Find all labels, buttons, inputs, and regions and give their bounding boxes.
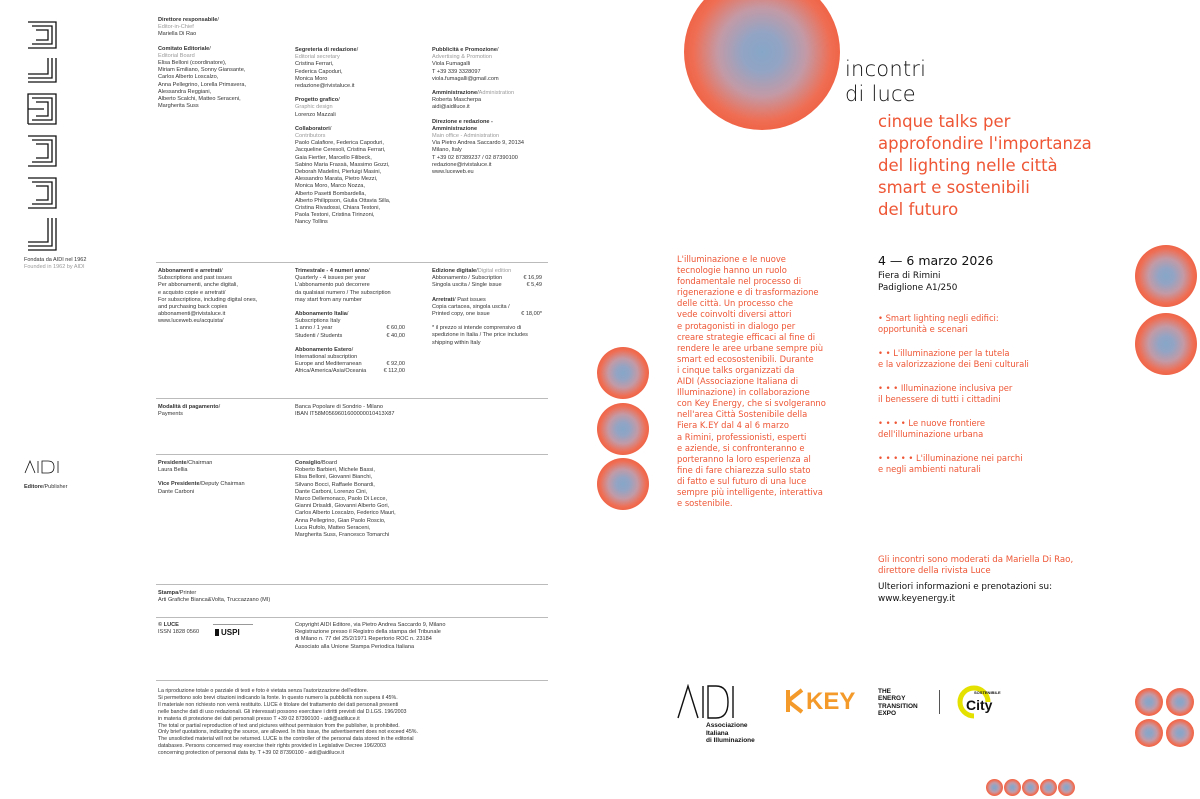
- gradient-orb: [597, 458, 649, 510]
- digital-price-rows: [432, 275, 542, 289]
- topic-bullets: • • • •: [878, 418, 909, 428]
- legal-line: nelle banche dati di uso redazionali. Gli interessati possono esercitare i diritti previsti dal D.LGS. 196/2003: [158, 708, 407, 715]
- board-member-name: Margherita Suss: [158, 103, 199, 110]
- contact-line: Via Pietro Andrea Saccardo 9, 20134: [432, 140, 524, 147]
- divider: [156, 398, 548, 399]
- legal-line: Si permettono solo brevi citazioni indicando la fonte. In questo numero la pubblicità non supera il 45%.: [158, 694, 398, 701]
- subscription-line: da qualsiasi numero / The subscription: [295, 289, 391, 296]
- aidi-logo-mark: [676, 684, 736, 720]
- board-member-name: Roberto Barbieri, Michele Bassi,: [295, 467, 375, 474]
- description-line: L'illuminazione e le nuove: [677, 254, 786, 264]
- description-line: delle città. Un processo che: [677, 298, 794, 309]
- price-row: [432, 282, 542, 289]
- description-line: creare strategie efficaci al fine di: [677, 331, 816, 342]
- aidi-logo-text: Associazione Italiana di Illuminazione: [706, 722, 755, 744]
- moderator-note: Gli incontri sono moderati da Mariella Di Rao, direttore della rivista Luce: [878, 555, 1074, 576]
- info-and-booking: Ulteriori informazioni e prenotazioni su: www.keyenergy.it: [878, 581, 1118, 605]
- keyenergy-link[interactable]: www.keyenergy.it: [878, 594, 956, 604]
- board-member-name: Alessandra Reggiani,: [158, 88, 212, 95]
- board-member-name: Carlos Alberto Loscalzo,: [158, 74, 219, 81]
- description-line: i cinque talks organizzati da: [677, 364, 795, 375]
- main-office-contact: [432, 140, 562, 176]
- issn-block: © LUCE ISSN 1828 0560: [158, 622, 200, 636]
- board-member-name: Elisa Belloni (coordinatore),: [158, 60, 227, 67]
- description-line: rendere le aree urbane sempre più: [677, 342, 824, 353]
- contributor-name: Paola Testoni, Cristina Tirinzoni,: [295, 212, 375, 219]
- partner-logos: Associazione Italiana di Illuminazione KEY THE ENERGY TRANSITION EXPO SOSTENIBILE City: [676, 684, 1036, 744]
- price-row: [432, 275, 542, 282]
- contributor-name: Monica Moro, Marco Nozza,: [295, 183, 365, 190]
- uspi-logo-rule: [213, 624, 253, 627]
- uspi-logo-mark: [215, 629, 219, 636]
- editorial-column-2: Segreteria di redazione/ Editorial secretary Cristina Ferrari, Federica Capoduri, Monica Moro redazione@rivistaluce.it Progetto grafico/ Graphic design Lorenzo Mazzali Collaboratori/ Contributors Paolo Calafiore, Federica Capoduri, Jacqueline Ceresoli, Cristina Ferrari, Gaia Fiertler, Marcello Filibeck, Sabino Maria Frassà, Massimo Gozzi, Deborah Madelini, Pierluigi Masini, Alessandro Marata, Pietro Mezzi, Monica Moro, Marco Nozza, Alberto Pasetti Bombardella, Alberto Philippson, Giulia Ottavia Silla, Cristina Rivadossi, Chiara Testoni, Paola Testoni, Cristina Tirinzoni, Nancy Tollins: [295, 47, 425, 227]
- description-line: Illuminazione) in collaborazione: [677, 387, 810, 398]
- price-note: [432, 325, 542, 347]
- description-line: e sostenibile.: [677, 498, 733, 509]
- board-member-name: Luca Rufolo, Matteo Seraceni,: [295, 524, 371, 531]
- topic-bullets: •: [878, 313, 886, 323]
- contact-line: Milano, Italy: [432, 147, 462, 154]
- topic-text: e la valorizzazione dei Beni culturali: [878, 359, 1029, 369]
- description-line: AIDI (Associazione Italiana di: [677, 376, 799, 387]
- subscription-line: and purchasing back copies: [158, 304, 228, 311]
- tiny-gradient-orb: [1058, 779, 1075, 796]
- uspi-logo: USPI: [213, 624, 253, 638]
- digital-edition-block: Edizione digitale/Digital edition Abbonamento / Subscription € 16,99 Singola uscita / Single issue € 5,49 Arretrati/ Past issues Copia cartacea, singola uscita / Printed copy, one issue € 18,00* * il prezzo si intende comprensivo di spedizione in Italia / The price includes shipping within Italy: [432, 268, 542, 346]
- board-members-list: [295, 467, 425, 539]
- legal-line: Only brief quotations, indicating the source, are allowed. In this issue, the advertisement does not exceed 45%.: [158, 729, 418, 736]
- contributor-name: Gaia Fiertler, Marcello Filibeck,: [295, 154, 372, 161]
- contact-line: Roberta Mascherpa: [432, 97, 482, 104]
- contributor-name: Nancy Tollins: [295, 219, 328, 226]
- copyright-lines: [295, 622, 515, 651]
- legal-notice: [158, 688, 458, 757]
- price-label: Africa/America/Asia/Oceania: [295, 368, 367, 375]
- gradient-orb: [1135, 313, 1197, 375]
- description-line: e aziende, si confronteranno e: [677, 442, 805, 453]
- aidi-logo: [676, 684, 766, 744]
- price-label: Singola uscita / Single issue: [432, 282, 502, 289]
- logo-divider: [939, 690, 940, 714]
- talk-topic-line: [878, 429, 1078, 440]
- note-line: * il prezzo si intende comprensivo di: [432, 325, 522, 332]
- subscription-line: Quarterly - 4 issues per year: [295, 275, 366, 282]
- description-line: e protagonisti in dialogo per: [677, 320, 796, 331]
- divider: [156, 617, 548, 618]
- topic-text: Illuminazione inclusiva per: [900, 383, 1013, 393]
- description-line: con Key Energy, che si svolgeranno: [677, 398, 826, 409]
- secretary-line: Monica Moro: [295, 75, 328, 82]
- legal-line: The total or partial reproduction of text and pictures without permission from the publisher, is prohibited.: [158, 722, 400, 729]
- small-gradient-orb: [1166, 688, 1194, 716]
- price-row: [295, 325, 405, 332]
- board-member-name: Dante Carboni, Lorenzo Cini,: [295, 488, 368, 495]
- contributor-name: Alberto Pasetti Bombardella,: [295, 190, 366, 197]
- contact-line: T +39 02 87389237 / 02 87390100: [432, 154, 518, 161]
- talk-topic: [878, 348, 1078, 370]
- description-line: Fiera K.EY dal 4 al 6 marzo: [677, 420, 789, 431]
- talk-topic-line: [878, 313, 1078, 324]
- tiny-gradient-orb: [1004, 779, 1021, 796]
- subscription-line: e acquisto copie e arretrati/: [158, 289, 226, 296]
- editorial-column-1: Direttore responsabile/ Editor-in-Chief Mariella Di Rao Comitato Editoriale/ Editorial Board Elisa Belloni (coordinatore), Miriam Emiliano, Sonny Giansante, Carlos Alberto Loscalzo, Anna Pellegrino, Lorella Primavera, Alessandra Reggiani, Alberto Scalchi, Matteo Seraceni, Margherita Suss: [158, 17, 288, 110]
- talk-topic-line: [878, 453, 1078, 464]
- editorial-column-3: Pubblicità e Promozione/ Advertising & Promotion Viola Fumagalli T +39 339 3328097 viola.fumagalli@gmail.com Amministrazione/Administration Roberta Mascherpa aidi@aidiluce.it Direzione e redazione - Amministrazione Main office - Administration Via Pietro Andrea Saccardo 9, 20134 Milano, Italy T +39 02 87389237 / 02 87390100 redazione@rivistaluce.it www.luceweb.eu: [432, 47, 562, 176]
- event-subtitle: cinque talks per approfondire l'importanza del lighting nelle città smart e sostenibili del futuro: [878, 112, 1092, 219]
- aidi-publisher-logo: [24, 460, 64, 474]
- talk-topic-line: [878, 348, 1078, 359]
- topic-text: Le nuove frontiere: [908, 418, 986, 428]
- contact-line: www.luceweb.eu: [432, 169, 474, 176]
- topic-bullets: • • • • •: [878, 453, 917, 463]
- small-gradient-orb: [1166, 719, 1194, 747]
- advertising-contact: [432, 61, 562, 83]
- topic-text: dell'illuminazione urbana: [878, 429, 984, 439]
- description-line: fine di fare chiarezza sullo stato: [677, 464, 811, 475]
- founded-note: Fondata da AIDI nel 1962 Founded in 1962 by AIDI: [24, 257, 87, 270]
- board-member-name: Elisa Belloni, Giovanni Bianchi,: [295, 474, 373, 481]
- key-k-icon: [786, 688, 806, 714]
- talk-topics-list: [878, 313, 1078, 488]
- description-line: di fatto e sul futuro di una luce: [677, 475, 807, 486]
- subscription-line: www.luceweb.eu/acquista/: [158, 318, 224, 325]
- tiny-gradient-orb: [1022, 779, 1039, 796]
- legal-line: databases. Persons concerned may exercise their rights provided in Legislative Decree 196/2003: [158, 743, 386, 750]
- price-label: Abbonamento / Subscription: [432, 275, 503, 282]
- board-member-name: Marco Dellemonaco, Paolo Di Lecce,: [295, 496, 388, 503]
- secretary-line: redazione@rivistaluce.it: [295, 83, 355, 90]
- gradient-orb: [1135, 245, 1197, 307]
- contributor-name: Jacqueline Ceresoli, Cristina Ferrari,: [295, 147, 386, 154]
- description-line: nell'area Città Sostenibile della: [677, 409, 808, 420]
- event-description: [677, 254, 867, 509]
- description-line: sempre più intelligente, interattiva: [677, 486, 823, 497]
- payment-block: Modalità di pagamento/ Payments: [158, 404, 221, 418]
- subscription-line: L'abbonamento può decorrere: [295, 282, 370, 289]
- board-member-name: Anna Pellegrino, Gian Paolo Roscio,: [295, 517, 386, 524]
- secretary-line: Cristina Ferrari,: [295, 61, 334, 68]
- international-price-rows: [295, 361, 405, 375]
- subscription-line: For subscriptions, including digital ones,: [158, 296, 258, 303]
- board-member-name: Carlos Alberto Loscalzo, Federico Mauri,: [295, 510, 396, 517]
- event-venue: Fiera di Rimini Padiglione A1/250: [878, 271, 958, 293]
- topic-text: L'illuminazione per la tutela: [893, 348, 1010, 358]
- gradient-orb: [597, 347, 649, 399]
- contributor-name: Sabino Maria Frassà, Massimo Gozzi,: [295, 161, 390, 168]
- italy-price-rows: [295, 325, 405, 339]
- chairman-block: Presidente/Chairman Laura Bellia Vice Presidente/Deputy Chairman Dante Carboni: [158, 460, 245, 495]
- contact-line: redazione@rivistaluce.it: [432, 161, 492, 168]
- description-line: fondamentale nel processo di: [677, 276, 802, 287]
- citta-sostenibile-logo: SOSTENIBILE City: [954, 684, 1002, 720]
- topic-bullets: • • •: [878, 383, 901, 393]
- price-value: € 5,49: [526, 282, 542, 289]
- board-member-name: Gianni Drisaldi, Giovanni Alberto Gori,: [295, 503, 390, 510]
- topic-text: il benessere di tutti i cittadini: [878, 394, 1001, 404]
- talk-topic: [878, 383, 1078, 405]
- contact-line: Viola Fumagalli: [432, 61, 471, 68]
- price-value: € 112,00: [383, 368, 405, 375]
- small-gradient-orb: [1135, 719, 1163, 747]
- event-date: 4 — 6 marzo 2026: [878, 253, 994, 268]
- key-tagline: THE ENERGY TRANSITION EXPO: [878, 688, 918, 717]
- board-block: Consiglio/Board Roberto Barbieri, Michele Bassi, Elisa Belloni, Giovanni Bianchi, Silvano Bocci, Raffaele Bonardi, Dante Carboni, Lorenzo Cini, Marco Dellemonaco, Paolo Di Lecce, Gianni Drisaldi, Giovanni Alberto Gori, Carlos Alberto Loscalzo, Federico Mauri, Anna Pellegrino, Gian Paolo Roscio, Luca Rufolo, Matteo Seraceni, Margherita Suss, Francesco Tomarchi: [295, 460, 425, 539]
- description-line: a Rimini, professionisti, esperti: [677, 431, 807, 442]
- luce-vertical-logo: [24, 18, 60, 253]
- price-label: Studenti / Students: [295, 332, 343, 339]
- topic-bullets: • •: [878, 348, 894, 358]
- price-label: Europe and Mediterranean: [295, 361, 362, 368]
- subscription-line: Per abbonamenti, anche digitali,: [158, 282, 238, 289]
- price-row: [295, 333, 405, 340]
- quarterly-lines: [295, 275, 405, 304]
- legal-line: concerning protection of personal data by. T +39 02 87390100 - aidi@aidiluce.it: [158, 750, 345, 757]
- legal-lines: [158, 688, 458, 757]
- talk-topic: [878, 418, 1078, 440]
- contact-line: viola.fumagalli@gmail.com: [432, 75, 499, 82]
- talk-topic-line: [878, 359, 1078, 370]
- board-member-name: Margherita Suss, Francesco Tomarchi: [295, 532, 390, 539]
- price-value: € 60,00: [386, 325, 405, 332]
- note-line: shipping within Italy: [432, 339, 481, 346]
- talk-topic-line: [878, 418, 1078, 429]
- price-value: € 40,00: [386, 332, 405, 339]
- talk-topic-line: [878, 383, 1078, 394]
- board-member-name: Anna Pellegrino, Lorella Primavera,: [158, 81, 246, 88]
- tiny-gradient-orb: [986, 779, 1003, 796]
- publisher-caption: Editore/Publisher: [24, 484, 68, 490]
- contact-line: T +39 339 3328097: [432, 68, 481, 75]
- secretary-line: Federica Capoduri,: [295, 68, 343, 75]
- description-line: rigenerazione e di trasformazione: [677, 287, 819, 298]
- description-line: smart ed ecosostenibili. Durante: [677, 353, 814, 364]
- topic-text: L'illuminazione nei parchi: [916, 453, 1023, 463]
- comitato-list: [158, 60, 288, 110]
- subscriptions-lines: [158, 282, 288, 325]
- collaborators-list: [295, 140, 425, 226]
- administration-contact: [432, 97, 562, 111]
- price-value: € 16,99: [523, 275, 542, 282]
- divider: [156, 680, 548, 681]
- contributor-name: Alessandro Marata, Pietro Mezzi,: [295, 176, 378, 183]
- talk-topic-line: [878, 324, 1078, 335]
- price-row: [295, 368, 405, 375]
- description-line: porteranno la loro esperienza al: [677, 453, 811, 464]
- talk-topic: [878, 453, 1078, 475]
- subscriptions-block: Abbonamenti e arretrati/ Subscriptions and past issues Per abbonamenti, anche digitali, e acquisto copie e arretrati/ For subscriptions, including digital ones, and purchasing back copies abbonamenti@rivistaluce.it www.luceweb.eu/acquista/: [158, 268, 288, 326]
- board-member-name: Alberto Scalchi, Matteo Seraceni,: [158, 96, 241, 103]
- price-label: 1 anno / 1 year: [295, 325, 333, 332]
- topic-text: opportunità e scenari: [878, 324, 968, 334]
- board-member-name: Miriam Emiliano, Sonny Giansante,: [158, 67, 246, 74]
- talk-topic: [878, 313, 1078, 335]
- topic-text: e negli ambienti naturali: [878, 464, 981, 474]
- divider: [156, 454, 548, 455]
- small-gradient-orb: [1135, 688, 1163, 716]
- board-member-name: Silvano Bocci, Raffaele Bonardi,: [295, 481, 375, 488]
- segreteria-list: [295, 61, 425, 90]
- divider: [156, 262, 548, 263]
- subscription-line: may start from any number: [295, 296, 362, 303]
- divider: [156, 584, 548, 585]
- event-title: incontri di luce: [845, 57, 927, 106]
- price-value: € 92,00: [386, 361, 405, 368]
- copyright-line: di Milano n. 77 del 25/2/1971 Repertorio ROC n. 23184: [295, 636, 432, 643]
- payment-details: Banca Popolare di Sondrio - Milano IBAN IT58M0569601600000010413X87: [295, 404, 395, 418]
- description-line: vede coinvolti diversi attori: [677, 309, 792, 320]
- copyright-block: [295, 622, 515, 651]
- note-line: spedizione in Italia / The price includes: [432, 332, 528, 339]
- contributor-name: Deborah Madelini, Pierluigi Masini,: [295, 169, 382, 176]
- legal-line: The unsolicited material will not be returned. LUCE is the controller of the personal data stored in the editorial: [158, 736, 414, 743]
- quarterly-block: Trimestrale - 4 numeri anno/ Quarterly - 4 issues per year L'abbonamento può decorrere da qualsiasi numero / The subscription may start from any number Abbonamento Italia/ Subscriptions Italy 1 anno / 1 year € 60,00 Studenti / Students € 40,00 Abbonamento Estero/ International subscription Europe and Mediterranean € 92,00 Africa/America/Asia/Oceania € 112,00: [295, 268, 405, 375]
- legal-line: La riproduzione totale o parziale di testi e foto è vietata senza l'autorizzazione dell'editore.: [158, 688, 369, 694]
- subscription-line: abbonamenti@rivistaluce.it: [158, 311, 226, 318]
- tiny-gradient-orb: [1040, 779, 1057, 796]
- copyright-line: Copyright AIDI Editore, via Pietro Andrea Saccardo 9, Milano: [295, 622, 446, 628]
- copyright-line: Registrazione presso il Registro della stampa del Tribunale: [295, 629, 441, 636]
- gradient-orb: [597, 403, 649, 455]
- talk-topic-line: [878, 464, 1078, 475]
- price-row: [295, 361, 405, 368]
- past-issue-price-row: Printed copy, one issue € 18,00*: [432, 311, 542, 318]
- legal-line: Il materiale non richiesto non verrà restituito. LUCE è titolare del trattamento dei dati personali presenti: [158, 701, 399, 708]
- contributor-name: Alberto Philippson, Giulia Ottavia Silla,: [295, 197, 391, 204]
- contributor-name: Cristina Rivadossi, Chiara Testoni,: [295, 205, 381, 212]
- topic-text: Smart lighting negli edifici:: [885, 313, 999, 323]
- description-line: tecnologie hanno un ruolo: [677, 265, 787, 276]
- contributor-name: Paolo Calafiore, Federica Capoduri,: [295, 140, 384, 147]
- printer-block: Stampa/Printer Arti Grafiche Bianca&Volta, Truccazzano (MI): [158, 590, 271, 604]
- legal-line: in materia di protezione dei dati personali presso T +39 02 87390100 - aidi@aidiluce.it: [158, 715, 360, 722]
- copyright-line: Associato alla Unione Stampa Periodica Italiana: [295, 643, 415, 650]
- talk-topic-line: [878, 394, 1078, 405]
- contact-line: aidi@aidiluce.it: [432, 104, 470, 111]
